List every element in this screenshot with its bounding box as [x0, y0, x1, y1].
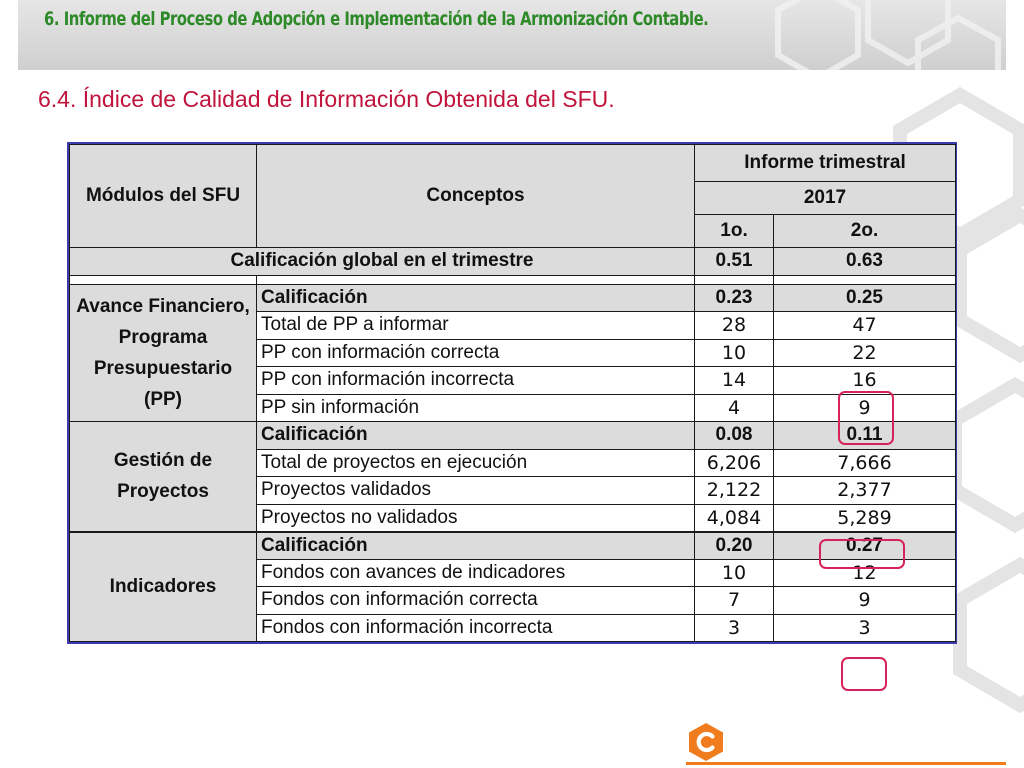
concept-label: Fondos con información incorrecta	[257, 614, 695, 642]
highlight-fondos-incorrecta	[841, 657, 887, 691]
value-q1: 0.08	[695, 422, 774, 450]
header-modules: Módulos del SFU	[70, 145, 257, 248]
value-q2: 47	[774, 312, 956, 340]
value-q2: 16	[774, 367, 956, 395]
value-q1: 10	[695, 559, 774, 587]
header-year: 2017	[695, 182, 956, 215]
value-q1: 0.23	[695, 284, 774, 312]
header-q1: 1o.	[695, 215, 774, 248]
value-q1: 14	[695, 367, 774, 395]
concept-label: PP con información incorrecta	[257, 367, 695, 395]
c-hexagon-logo-icon	[686, 722, 726, 762]
section-title: 6.4. Índice de Calidad de Información Obtenida del SFU.	[38, 86, 615, 112]
value-q1: 0.20	[695, 532, 774, 560]
value-q2: 3	[774, 614, 956, 642]
module-indicadores: Indicadores	[70, 532, 257, 642]
concept-label: PP sin información	[257, 394, 695, 422]
highlight-pp-incorrecta-sin-info	[838, 391, 894, 445]
value-q2: 0.11	[774, 422, 956, 450]
value-q2: 9	[774, 394, 956, 422]
concept-label: PP con información correcta	[257, 339, 695, 367]
value-q2: 12	[774, 559, 956, 587]
global-score-label: Calificación global en el trimestre	[70, 248, 695, 276]
module-avance-financiero: Avance Financiero, Programa Presupuestario (PP)	[70, 284, 257, 422]
value-q1: 7	[695, 587, 774, 615]
concept-label: Total de PP a informar	[257, 312, 695, 340]
value-q2: 22	[774, 339, 956, 367]
highlight-proyectos-no-validados	[819, 539, 905, 569]
concept-label: Calificación	[257, 422, 695, 450]
value-q2: 9	[774, 587, 956, 615]
header-concepts: Conceptos	[257, 145, 695, 248]
header-report: Informe trimestral	[695, 145, 956, 182]
concept-label: Total de proyectos en ejecución	[257, 449, 695, 477]
concept-label: Calificación	[257, 532, 695, 560]
header-title: 6. Informe del Proceso de Adopción e Implementación de la Armonización Contable.	[44, 8, 709, 30]
value-q2: 5,289	[774, 504, 956, 532]
value-q1: 2,122	[695, 477, 774, 505]
value-q2: 0.27	[774, 532, 956, 560]
concept-label: Fondos con avances de indicadores	[257, 559, 695, 587]
concept-label: Fondos con información correcta	[257, 587, 695, 615]
concept-label: Proyectos validados	[257, 477, 695, 505]
global-score-q2: 0.63	[774, 248, 956, 276]
value-q2: 0.25	[774, 284, 956, 312]
value-q2: 2,377	[774, 477, 956, 505]
value-q2: 7,666	[774, 449, 956, 477]
global-score-q1: 0.51	[695, 248, 774, 276]
module-gestion-proyectos: Gestión de Proyectos	[70, 422, 257, 532]
value-q1: 28	[695, 312, 774, 340]
value-q1: 4	[695, 394, 774, 422]
value-q1: 10	[695, 339, 774, 367]
concept-label: Proyectos no validados	[257, 504, 695, 532]
footer-accent-line	[686, 762, 1006, 765]
value-q1: 3	[695, 614, 774, 642]
header-q2: 2o.	[774, 215, 956, 248]
value-q1: 4,084	[695, 504, 774, 532]
value-q1: 6,206	[695, 449, 774, 477]
concept-label: Calificación	[257, 284, 695, 312]
